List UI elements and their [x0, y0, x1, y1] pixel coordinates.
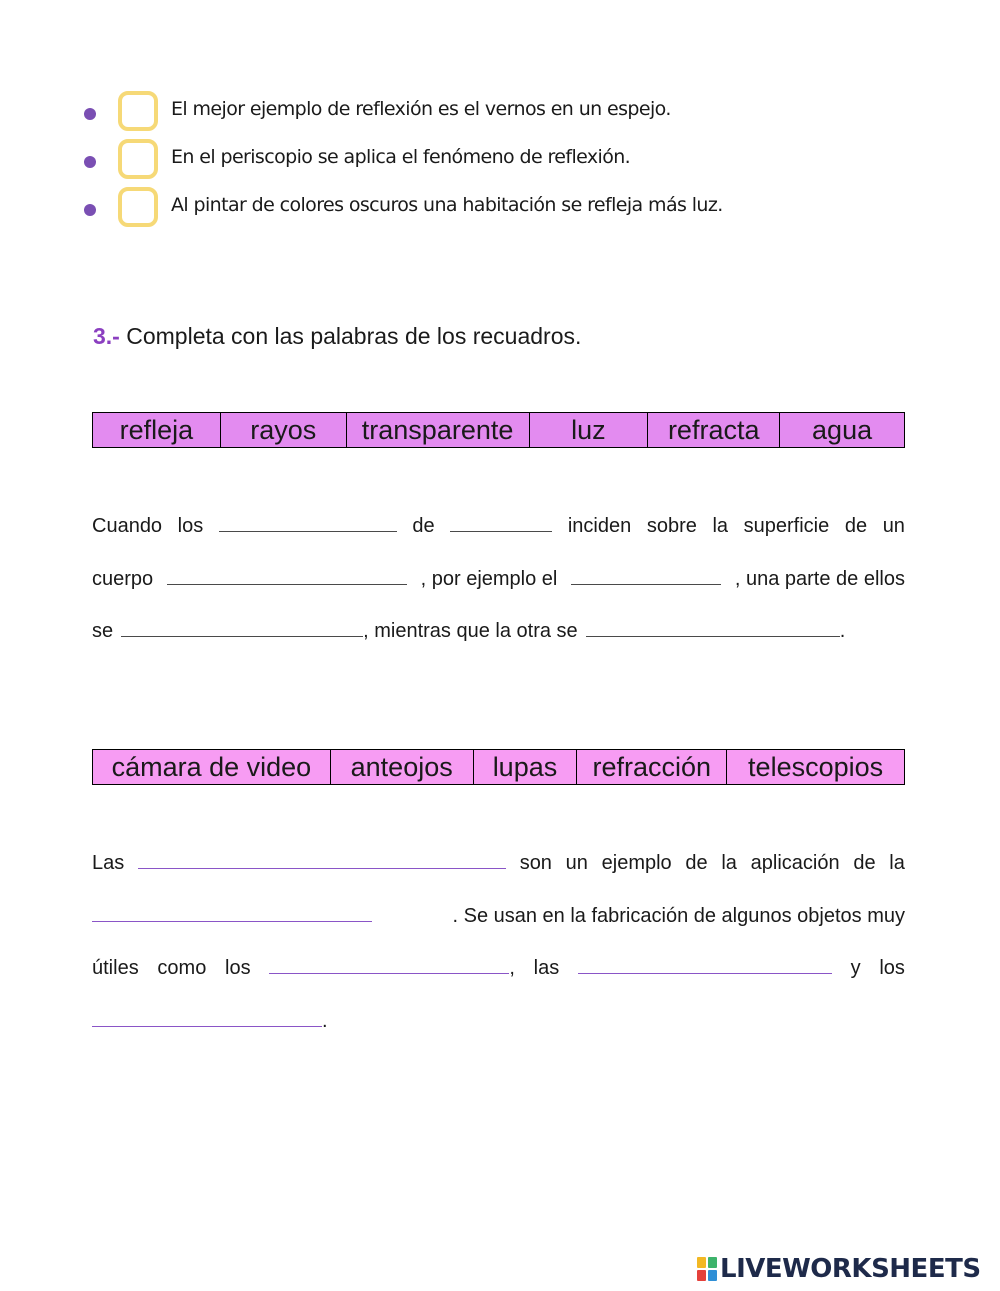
paragraph-word: como [157, 957, 207, 979]
statement-text: Al pintar de colores oscuros una habitación se refleja más luz. [171, 194, 723, 216]
paragraph-word: son [519, 852, 552, 874]
answer-blank-2[interactable] [450, 512, 552, 532]
paragraph-word: la [721, 852, 737, 874]
paragraph-line [92, 512, 905, 565]
answer-blank-10[interactable] [578, 954, 832, 974]
paragraph-word: de [853, 852, 876, 874]
paragraph-word: útiles [92, 957, 139, 979]
paragraph-word: la [889, 852, 905, 874]
paragraph-word: los [177, 515, 204, 537]
paragraph-line [92, 954, 905, 1007]
bullet-icon [84, 108, 96, 120]
paragraph-text: . [322, 1009, 328, 1032]
paragraph-text: , por ejemplo el [420, 567, 558, 590]
paragraph-word: de [844, 515, 868, 537]
paragraph-word: la [712, 515, 729, 537]
word-bank-1 [92, 412, 905, 448]
liveworksheets-logo [697, 1254, 981, 1284]
paragraph-word: sobre [646, 515, 697, 537]
word-bank-item: agua [780, 413, 905, 448]
paragraph-word: Las [92, 852, 125, 874]
paragraph-text: , una parte de ellos [734, 567, 905, 590]
paragraph-word: Cuando [92, 515, 163, 537]
paragraph-line [92, 565, 905, 618]
paragraph-text: . [839, 620, 846, 642]
paragraph-word: de [412, 515, 435, 537]
answer-blank-1[interactable] [219, 512, 397, 532]
paragraph-word: ejemplo [601, 852, 672, 874]
answer-blank-6[interactable] [586, 617, 840, 637]
word-bank-item: refracción [577, 750, 727, 785]
word-bank-item: transparente [346, 413, 529, 448]
paragraph-word: un [882, 515, 905, 537]
answer-blank-7[interactable] [138, 849, 506, 869]
paragraph-text: , mientras que la otra se [363, 620, 578, 642]
statement-text: El mejor ejemplo de reflexión es el vernos en un espejo. [171, 98, 671, 120]
word-bank-item: refleja [93, 413, 221, 448]
logo-text: LIVEWORKSHEETS [720, 1254, 981, 1284]
answer-blank-9[interactable] [269, 954, 509, 974]
answer-blank-11[interactable] [92, 1007, 322, 1027]
bullet-icon [84, 204, 96, 216]
logo-icon [697, 1257, 717, 1281]
answer-checkbox-2[interactable] [118, 139, 158, 179]
word-bank-item: rayos [220, 413, 346, 448]
paragraph-line [92, 849, 905, 902]
word-bank-2 [92, 749, 905, 785]
section-number: 3.- [93, 323, 120, 349]
paragraph-word: superficie [743, 515, 830, 537]
paragraph-line [92, 902, 905, 955]
statement-text: En el periscopio se aplica el fenómeno de reflexión. [171, 146, 631, 168]
logo-block [708, 1257, 717, 1268]
paragraph-text: . Se usan en la fabricación de algunos objetos muy [452, 904, 905, 927]
logo-block [697, 1270, 706, 1281]
logo-block [697, 1257, 706, 1268]
paragraph-line [92, 1007, 905, 1060]
word-bank-item: telescopios [727, 750, 905, 785]
statement-1 [84, 88, 804, 136]
word-bank-item: cámara de video [93, 750, 331, 785]
word-bank-item: anteojos [330, 750, 473, 785]
answer-blank-3[interactable] [167, 565, 407, 585]
blank-group [269, 954, 515, 980]
answer-blank-5[interactable] [121, 617, 363, 637]
statement-2 [84, 136, 804, 184]
paragraph-word: inciden [567, 515, 632, 537]
paragraph-word: las [533, 957, 560, 979]
paragraph-word: , [509, 957, 515, 979]
section-heading [93, 323, 581, 350]
paragraph-word: aplicación [750, 852, 840, 874]
fill-in-paragraph-1 [92, 512, 905, 670]
section-title: Completa con las palabras de los recuadros. [126, 323, 582, 349]
fill-in-paragraph-2 [92, 849, 905, 1059]
answer-blank-4[interactable] [571, 565, 721, 585]
word-bank-item: lupas [473, 750, 577, 785]
word-bank-item: refracta [648, 413, 780, 448]
paragraph-word: los [879, 957, 905, 979]
paragraph-line [92, 617, 905, 670]
bullet-icon [84, 156, 96, 168]
paragraph-word: los [225, 957, 251, 979]
statement-3 [84, 184, 804, 232]
paragraph-word: se [92, 620, 114, 642]
answer-checkbox-3[interactable] [118, 187, 158, 227]
paragraph-word: y [850, 957, 861, 979]
paragraph-word: cuerpo [92, 567, 154, 590]
answer-checkbox-1[interactable] [118, 91, 158, 131]
logo-block [708, 1270, 717, 1281]
true-false-statements [84, 88, 804, 232]
word-bank-item: luz [529, 413, 648, 448]
paragraph-word: de [685, 852, 708, 874]
answer-blank-8[interactable] [92, 902, 372, 922]
paragraph-word: un [565, 852, 588, 874]
